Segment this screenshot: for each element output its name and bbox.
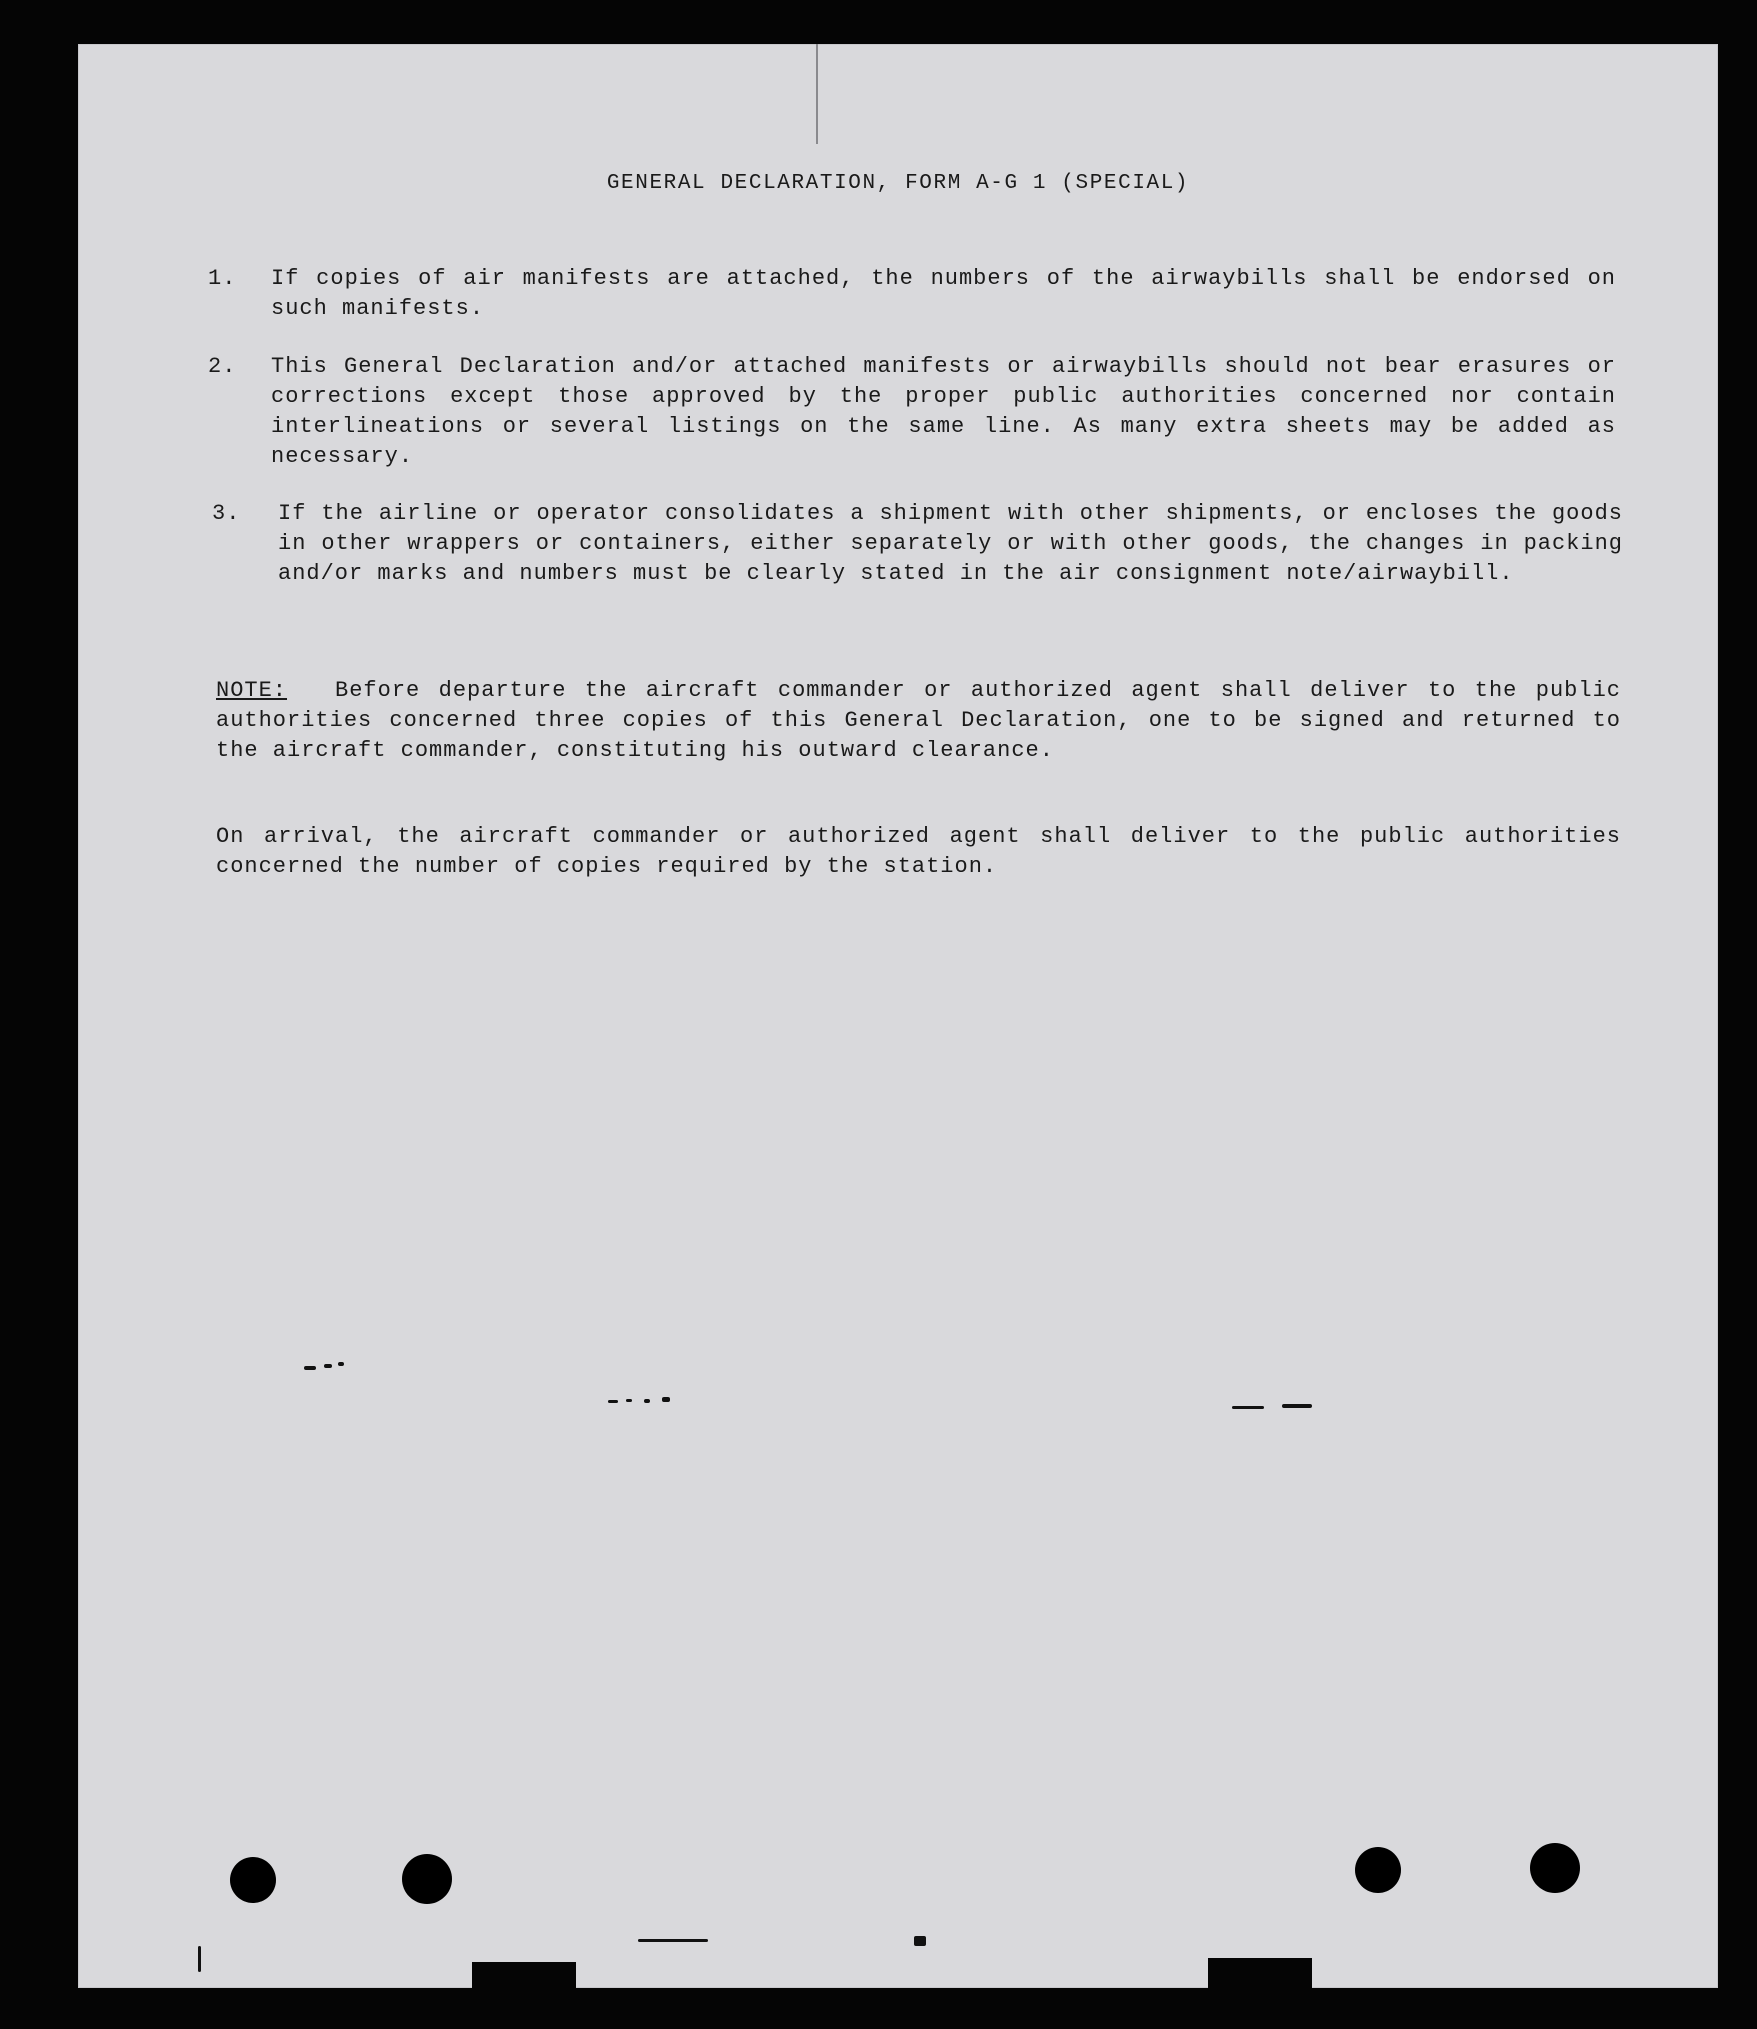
ink-speck <box>662 1397 670 1402</box>
ink-speck <box>304 1366 316 1370</box>
ink-speck <box>608 1400 618 1403</box>
ink-speck <box>338 1362 344 1366</box>
punch-hole <box>230 1857 276 1903</box>
item-text: If copies of air manifests are attached, the numbers of the airwaybills shall be endorsed on such manifests. <box>271 266 1616 321</box>
list-item <box>212 499 1632 621</box>
note-label: NOTE: <box>216 678 288 703</box>
page-bottom-notch <box>472 1962 576 1988</box>
ink-speck <box>198 1946 201 1972</box>
arrival-paragraph <box>216 822 1621 882</box>
note-text: Before departure the aircraft commander or authorized agent shall deliver to the public authorities concerned three copies of this General Declaration, one to be signed and returned to the aircraft commander, constituting his outward clearance. <box>216 678 1621 763</box>
item-number: 3. <box>212 501 241 526</box>
arrival-text: On arrival, the aircraft commander or authorized agent shall deliver to the public authorities concerned the number of copies required by the station. <box>216 824 1621 879</box>
list-item <box>208 264 1628 326</box>
punch-hole <box>1530 1843 1580 1893</box>
ink-speck <box>324 1364 332 1368</box>
note-paragraph <box>216 676 1621 766</box>
item-number: 1. <box>208 266 237 291</box>
punch-hole <box>1355 1847 1401 1893</box>
paper-crease <box>816 44 818 144</box>
ink-speck <box>626 1399 632 1402</box>
item-text: If the airline or operator consolidates a shipment with other shipments, or encloses the goods in other wrappers or containers, either separately or with other goods, the changes in packing and/or marks and numbers must be clearly stated in the air consignment note/airwaybill. <box>278 501 1623 586</box>
ink-speck <box>1282 1404 1312 1408</box>
item-text: This General Declaration and/or attached manifests or airwaybills should not bear erasures or corrections except those approved by the proper public authorities concerned nor contain interlineations or several listings on the same line. As many extra sheets may be added as necessary. <box>271 354 1616 469</box>
page-bottom-notch <box>1208 1958 1312 1988</box>
list-item <box>208 352 1628 474</box>
ink-speck <box>914 1936 926 1946</box>
document-page <box>78 44 1718 1988</box>
ink-speck <box>644 1399 650 1403</box>
document-title: GENERAL DECLARATION, FORM A-G 1 (SPECIAL) <box>606 172 1190 195</box>
item-number: 2. <box>208 354 237 379</box>
ink-speck <box>1232 1406 1264 1409</box>
ink-speck <box>638 1939 708 1942</box>
punch-hole <box>402 1854 452 1904</box>
